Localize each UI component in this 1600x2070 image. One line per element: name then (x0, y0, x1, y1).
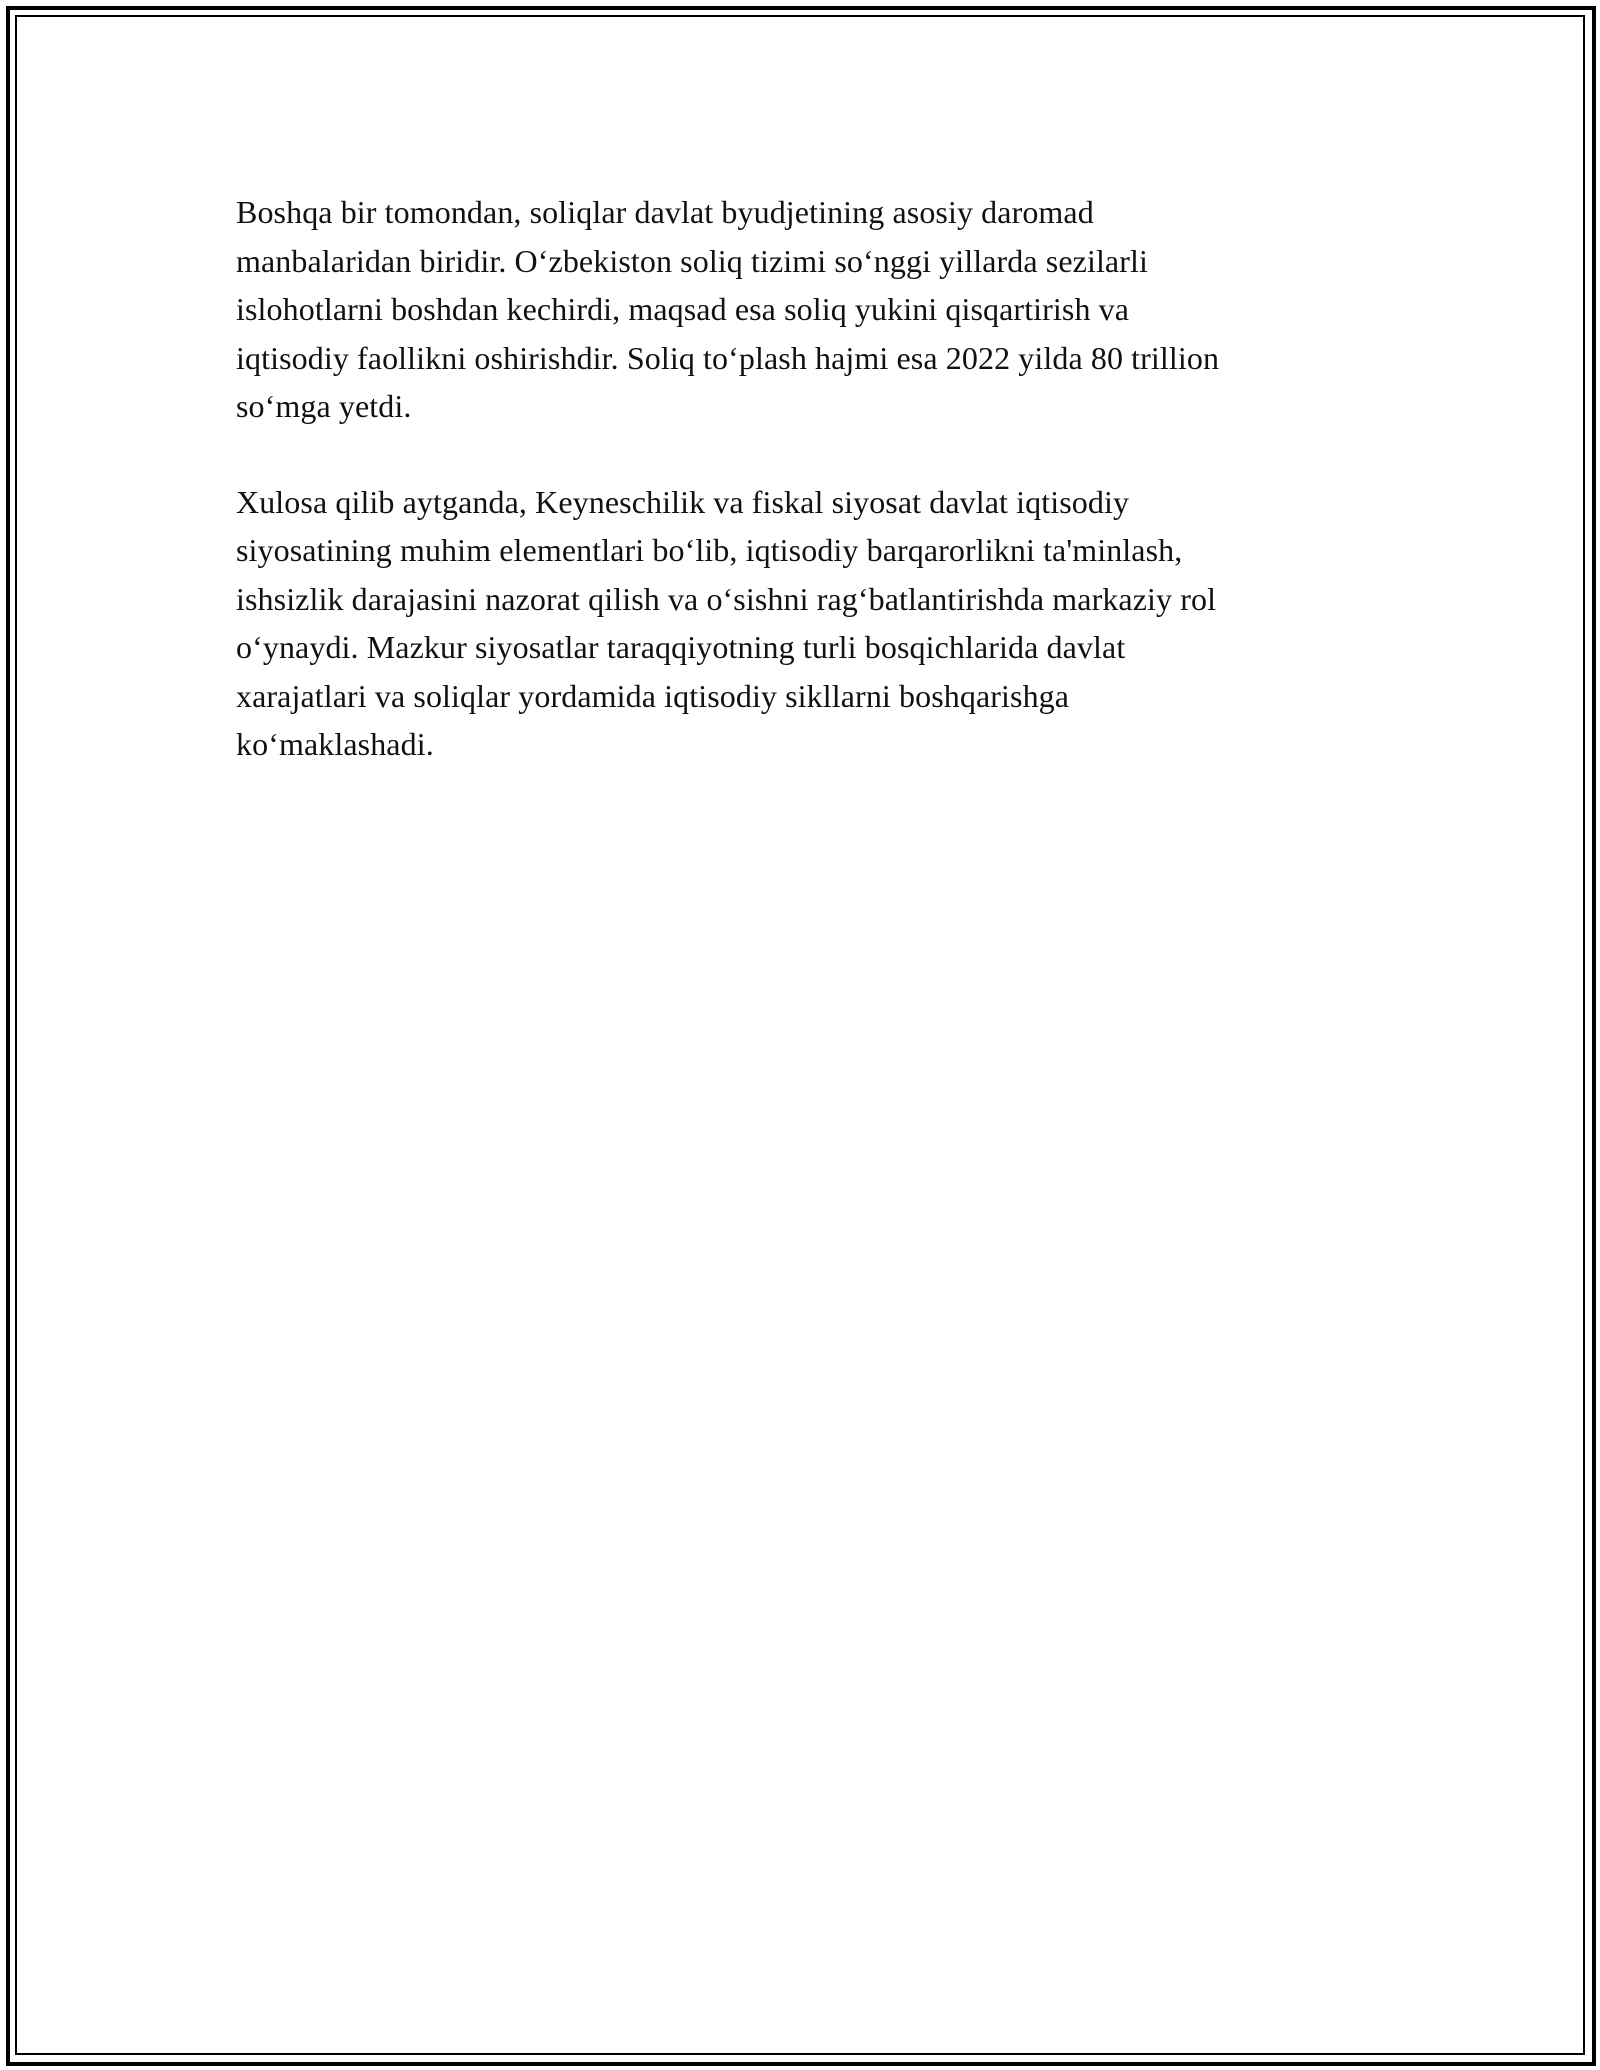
text-line: siyosatining muhim elementlari bo‘lib, iqtisodiy barqarorlikni ta'minlash, (236, 532, 1183, 568)
text-line: ko‘maklashadi. (236, 726, 434, 762)
paragraph-conclusion (236, 478, 1376, 769)
text-line: ishsizlik darajasini nazorat qilish va o‘sishni rag‘batlantirishda markaziy rol (236, 580, 1217, 617)
text-line: Xulosa qilib aytganda, Keyneschilik va fiskal siyosat davlat iqtisodiy (236, 483, 1130, 520)
text-line: manbalaridan biridir. O‘zbekiston soliq tizimi so‘nggi yillarda sezilarli (236, 242, 1148, 279)
text-line: o‘ynaydi. Mazkur siyosatlar taraqqiyotning turli bosqichlarida davlat (236, 629, 1126, 665)
paragraph-tax-revenue (236, 188, 1376, 431)
text-line: xarajatlari va soliqlar yordamida iqtisodiy sikllarni boshqarishga (236, 677, 1070, 714)
text-line: islohotlarni boshdan kechirdi, maqsad esa soliq yukini qisqartirish va (236, 291, 1130, 327)
text-line: so‘mga yetdi. (236, 388, 412, 424)
text-line: iqtisodiy faollikni oshirishdir. Soliq to‘plash hajmi esa 2022 yilda 80 trillion (236, 339, 1220, 376)
document-body (236, 188, 1376, 816)
text-line: Boshqa bir tomondan, soliqlar davlat byudjetining asosiy daromad (236, 194, 1094, 230)
